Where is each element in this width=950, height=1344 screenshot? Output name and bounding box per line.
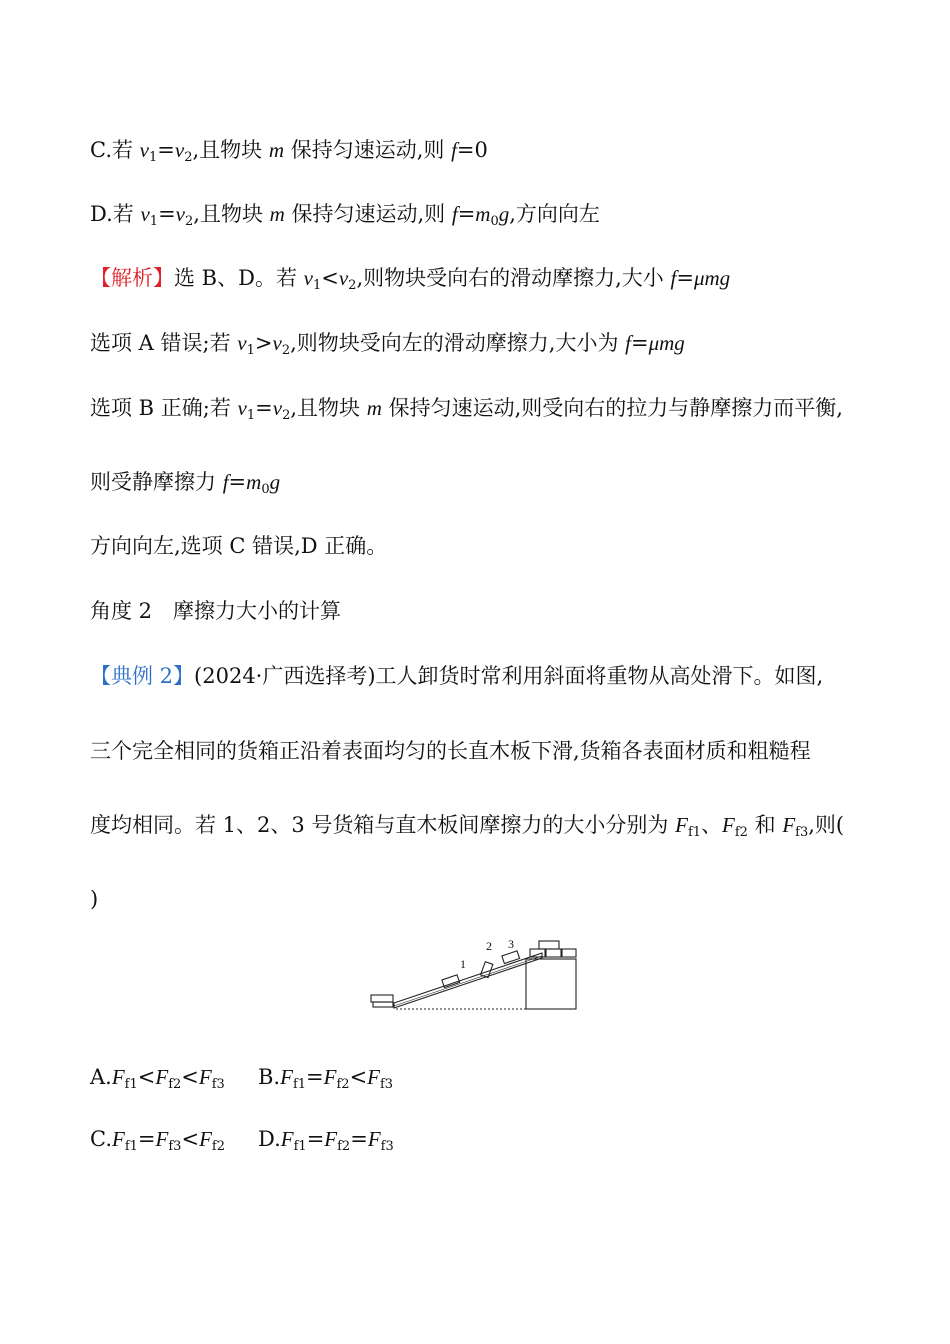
var-v: v [237, 331, 247, 355]
text: 保持匀速运动,则 [284, 138, 452, 162]
expr: μmg [693, 266, 731, 290]
var-f: f [451, 138, 457, 162]
symbol: = [137, 1127, 156, 1151]
analysis-line-3 [90, 394, 843, 430]
subscript: 0 [490, 214, 499, 229]
symbol: < [321, 266, 339, 290]
text: 选项 A 错误;若 [90, 331, 238, 355]
var-m: m [475, 202, 491, 226]
answer-b[interactable] [258, 1063, 393, 1099]
symbol: = [255, 396, 273, 420]
subscript: f1 [124, 1077, 138, 1092]
var-g: g [269, 470, 281, 494]
subscript: f2 [211, 1139, 225, 1154]
var-v: v [338, 266, 349, 290]
var-m: m [268, 138, 285, 162]
var-f: f [625, 331, 631, 355]
subscript: 1 [149, 214, 159, 229]
subscript: 2 [184, 150, 193, 165]
subscript: 2 [185, 214, 194, 229]
subscript: 1 [149, 150, 158, 165]
var-v: v [237, 396, 247, 420]
subscript: f1 [124, 1139, 138, 1154]
answer-c[interactable] [90, 1125, 225, 1161]
var-F: F [280, 1127, 294, 1151]
analysis-line-1 [90, 264, 730, 300]
text: ,方向向左 [509, 202, 600, 226]
subscript: f2 [336, 1077, 350, 1092]
text: 选项 B 正确;若 [90, 396, 238, 420]
text: C. [90, 1127, 112, 1151]
example-label: 【典例 2】 [90, 664, 195, 688]
text: =0 [456, 138, 488, 162]
text: A. [90, 1065, 112, 1089]
crate-top [546, 949, 561, 957]
subscript: f3 [211, 1077, 225, 1092]
var-F: F [367, 1065, 380, 1089]
analysis-label: 【解析】 [90, 266, 174, 290]
var-v: v [272, 331, 282, 355]
analysis-line-2 [90, 329, 685, 365]
symbol: = [306, 1127, 325, 1151]
var-f: f [222, 470, 229, 494]
var-v: v [272, 396, 283, 420]
var-v: v [174, 138, 185, 162]
option-c [90, 136, 488, 172]
subscript: 1 [312, 278, 322, 293]
var-m: m [269, 202, 285, 226]
incline-figure [366, 936, 588, 1016]
text: 和 [747, 813, 783, 837]
expr: μmg [648, 331, 685, 355]
platform [526, 959, 576, 1009]
var-v: v [175, 202, 185, 226]
var-F: F [324, 1127, 338, 1151]
text: 保持匀速运动,则 [284, 202, 452, 226]
text: 三个完全相同的货箱正沿着表面均匀的长直木板下滑,货箱各表面材质和粗糙程 [90, 739, 811, 763]
text: B. [258, 1065, 281, 1089]
var-F: F [199, 1127, 212, 1151]
label-3: 3 [508, 937, 514, 951]
var-F: F [112, 1127, 125, 1151]
subscript: f1 [687, 825, 702, 840]
symbol: = [457, 202, 476, 226]
text: ) [90, 887, 99, 911]
symbol: < [137, 1065, 156, 1089]
subscript: f3 [380, 1077, 394, 1092]
symbol: > [254, 331, 273, 355]
var-m: m [246, 470, 262, 494]
subscript: 2 [282, 408, 291, 423]
symbol: = [630, 331, 649, 355]
subscript: 1 [246, 343, 255, 358]
subscript: f3 [795, 825, 809, 840]
subscript: f3 [380, 1139, 394, 1154]
text: (2024·广西选择考)工人卸货时常利用斜面将重物从高处滑下。如图, [194, 664, 824, 688]
var-v: v [140, 202, 150, 226]
heading-text: 角度 2 摩擦力大小的计算 [90, 599, 342, 623]
crate-bottom [371, 995, 393, 1002]
text: ,则( [808, 813, 845, 837]
subscript: f2 [168, 1077, 182, 1092]
text: 保持匀速运动,则受向右的拉力与静摩擦力而平衡, [381, 396, 843, 420]
var-f: f [451, 202, 458, 226]
var-F: F [367, 1127, 381, 1151]
subscript: 2 [281, 343, 291, 358]
var-g: g [498, 202, 510, 226]
text: ,且物块 [192, 138, 269, 162]
text: 度均相同。若 1、2、3 号货箱与直木板间摩擦力的大小分别为 [90, 813, 676, 837]
var-F: F [323, 1065, 337, 1089]
subscript: f1 [293, 1139, 307, 1154]
text: C.若 [90, 138, 140, 162]
text: 选 B、D。若 [174, 266, 304, 290]
crate-top [562, 949, 576, 957]
text: D. [258, 1127, 281, 1151]
symbol: < [181, 1127, 200, 1151]
crate-bottom [373, 1002, 393, 1007]
analysis-line-4 [90, 468, 280, 504]
text: 、 [701, 813, 723, 837]
symbol: = [157, 138, 175, 162]
section-heading [90, 597, 341, 625]
analysis-line-5 [90, 532, 387, 560]
var-v: v [303, 266, 313, 290]
subscript: f1 [292, 1077, 307, 1092]
crate-top [539, 941, 559, 949]
symbol: < [349, 1065, 368, 1089]
symbol: = [306, 1065, 324, 1089]
text: 则受静摩擦力 [90, 470, 223, 494]
subscript: 0 [261, 482, 270, 497]
label-1: 1 [460, 957, 466, 971]
symbol: = [158, 202, 176, 226]
example-line-4 [90, 885, 98, 913]
option-d [90, 200, 600, 236]
symbol: < [181, 1065, 199, 1089]
var-F: F [155, 1065, 169, 1089]
example-line-3 [90, 811, 844, 847]
example-line-2 [90, 737, 811, 765]
text: ,且物块 [193, 202, 270, 226]
symbol: = [350, 1127, 368, 1151]
var-F: F [155, 1127, 169, 1151]
var-m: m [366, 396, 382, 420]
text: D.若 [90, 202, 141, 226]
answer-a[interactable] [90, 1063, 225, 1099]
var-F: F [111, 1065, 125, 1089]
var-F: F [675, 813, 688, 837]
var-v: v [139, 138, 149, 162]
var-f: f [670, 266, 677, 290]
text: ,则物块受向右的滑动摩擦力,大小 [356, 266, 671, 290]
answer-d[interactable] [258, 1125, 394, 1161]
var-F: F [782, 813, 796, 837]
var-F: F [198, 1065, 212, 1089]
symbol: = [676, 266, 694, 290]
text: ,则物块受向左的滑动摩擦力,大小为 [290, 331, 626, 355]
subscript: 2 [348, 278, 357, 293]
var-F: F [722, 813, 735, 837]
example-line-1 [90, 662, 823, 690]
var-F: F [280, 1065, 293, 1089]
text: 方向向左,选项 C 错误,D 正确。 [90, 534, 388, 558]
subscript: f2 [734, 825, 748, 840]
subscript: f3 [168, 1139, 182, 1154]
subscript: 1 [246, 408, 256, 423]
text: ,且物块 [290, 396, 367, 420]
subscript: f2 [337, 1139, 351, 1154]
symbol: = [228, 470, 247, 494]
board [394, 953, 542, 1008]
label-2: 2 [486, 939, 492, 953]
